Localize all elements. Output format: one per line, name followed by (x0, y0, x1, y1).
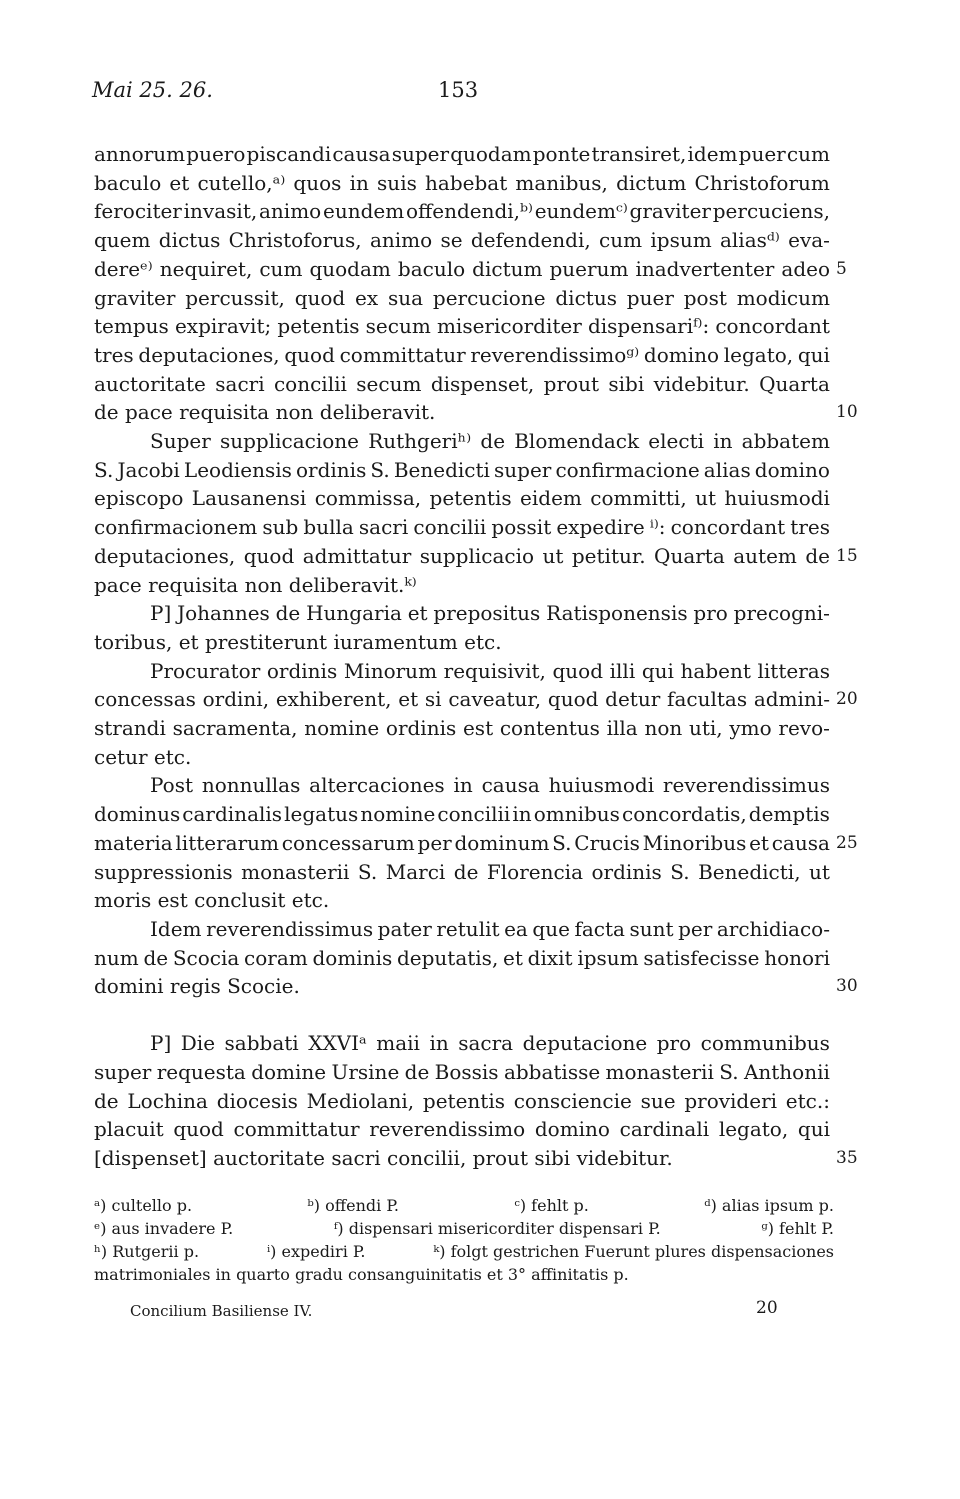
footnote: ʰ) Rutgerii p. (94, 1242, 200, 1261)
line-number: 15 (836, 546, 858, 566)
text-line: cetur etc. (94, 744, 192, 769)
paragraph (94, 427, 830, 599)
text-line: suppressionis monasterii S. Marci de Florencia ordinis S. Benedicti, ut (94, 859, 830, 884)
line-number: 10 (836, 402, 858, 422)
paragraph (94, 1029, 830, 1173)
main-text (94, 140, 830, 1173)
line-number: 5 (836, 259, 847, 279)
text-line: super requesta domine Ursine de Bossis abbatisse monasterii S. Anthonii (94, 1059, 830, 1084)
signature-number: 20 (756, 1298, 778, 1318)
footnote: ᵏ) folgt gestrichen Fuerunt plures dispensaciones (433, 1242, 834, 1261)
text-line: Super supplicacione Ruthgeriʰ⁾ de Blomendack electi in abbatem (150, 429, 830, 454)
footnote-row (94, 1194, 834, 1217)
text-line: baculo et cutello,ᵃ⁾ quos in suis habebat manibus, dictum Christoforum (94, 170, 830, 195)
text-line: deputaciones, quod admittatur supplicacio ut petitur. Quarta autem de (94, 543, 830, 568)
text-line: placuit quod committatur reverendissimo domino cardinali legato, qui (94, 1117, 830, 1142)
paragraph (94, 771, 830, 915)
text-line: graviter percussit, quod ex sua percucione dictus puer post modicum (94, 285, 830, 310)
page-number: 153 (438, 78, 479, 102)
paragraph (94, 599, 830, 656)
text-line: tres deputaciones, quod committatur reverendissimoᵍ⁾ domino legato, qui (94, 342, 830, 367)
running-head-date: Mai 25. 26. (92, 78, 213, 102)
footnote-row (94, 1263, 834, 1286)
text-line: Idem reverendissimus pater retulit ea que facta sunt per archidiaco- (150, 916, 830, 941)
text-line: pace requisita non deliberavit.ᵏ⁾ (94, 572, 417, 597)
text-line: tempus expiravit; petentis secum misericorditer dispensariᶠ⁾: concordant (94, 314, 830, 339)
text-line: moris est conclusit etc. (94, 888, 330, 913)
text-line: domini regis Scocie. (94, 974, 300, 999)
text-line: dereᵉ⁾ nequiret, cum quodam baculo dictum puerum inadvertenter adeo (94, 256, 830, 281)
section-gap (94, 1001, 830, 1029)
line-number: 20 (836, 689, 858, 709)
text-line: confirmacionem sub bulla sacri concilii possit expedire ⁱ⁾: concordant tres (94, 515, 830, 540)
line-number: 30 (836, 976, 858, 996)
text-line: P] Johannes de Hungaria et prepositus Ratisponensis pro precogni- (150, 601, 830, 626)
line-number: 25 (836, 833, 858, 853)
footnote-row (94, 1240, 834, 1263)
footnote: matrimoniales in quarto gradu consanguinitatis et 3° affinitatis p. (94, 1265, 629, 1284)
volume-title: Concilium Basiliense IV. (130, 1302, 313, 1320)
text-line: toribus, et prestiterunt iuramentum etc. (94, 629, 502, 654)
footnote: ᵇ) offendi P. (307, 1196, 399, 1215)
text-line: S. Jacobi Leodiensis ordinis S. Benedicti super confirmacione alias domino (94, 457, 830, 482)
text-line: de pace requisita non deliberavit. (94, 400, 436, 425)
text-line: auctoritate sacri concilii secum dispenset, prout sibi videbitur. Quarta (94, 371, 830, 396)
text-line: episcopo Lausanensi commissa, petentis eidem committi, ut huiusmodi (94, 486, 830, 511)
footnote: ᵈ) alias ipsum p. (704, 1196, 834, 1215)
text-line: [dispenset] auctoritate sacri concilii, prout sibi videbitur. (94, 1145, 673, 1170)
footnotes (94, 1194, 834, 1286)
text-line: Post nonnullas altercaciones in causa huiusmodi reverendissimus (150, 773, 830, 798)
footnote-row (94, 1217, 834, 1240)
text-line: quem dictus Christoforus, animo se defendendi, cum ipsum aliasᵈ⁾ eva- (94, 228, 830, 253)
footnote: ᶜ) fehlt p. (514, 1196, 589, 1215)
text-line: Procurator ordinis Minorum requisivit, quod illi qui habent litteras (150, 658, 830, 683)
footnote: ⁱ) expediri P. (266, 1242, 366, 1261)
text-line: ferociter invasit, animo eundem offendendi,ᵇ⁾ eundemᶜ⁾ graviter percuciens, (94, 199, 830, 224)
footnote: ᵉ) aus invadere P. (94, 1219, 234, 1238)
text-line: strandi sacramenta, nomine ordinis est contentus illa non uti, ymo revo- (94, 716, 830, 741)
text-line: annorum puero piscandi causa super quodam ponte transiret, idem puer cum (94, 142, 830, 166)
text-line: materia litterarum concessarum per dominum S. Crucis Minoribus et causa (94, 830, 830, 855)
text-line: P] Die sabbati XXVIᵃ maii in sacra deputacione pro communibus (150, 1031, 830, 1056)
text-line: concessas ordini, exhiberent, et si caveatur, quod detur facultas admini- (94, 687, 830, 712)
paragraph (94, 140, 830, 427)
footnote: ᶠ) dispensari misericorditer dispensari P. (333, 1219, 661, 1238)
line-number: 35 (836, 1148, 858, 1168)
text-line: num de Scocia coram dominis deputatis, et dixit ipsum satisfecisse honori (94, 945, 830, 970)
paragraph (94, 657, 830, 772)
footnote: ᵃ) cultello p. (94, 1196, 193, 1215)
footnote: ᵍ) fehlt P. (761, 1219, 834, 1238)
paragraph (94, 915, 830, 1001)
text-line: dominus cardinalis legatus nomine concilii in omnibus concordatis, demptis (94, 802, 830, 827)
text-line: de Lochina diocesis Mediolani, petentis consciencie sue provideri etc.: (94, 1088, 830, 1113)
